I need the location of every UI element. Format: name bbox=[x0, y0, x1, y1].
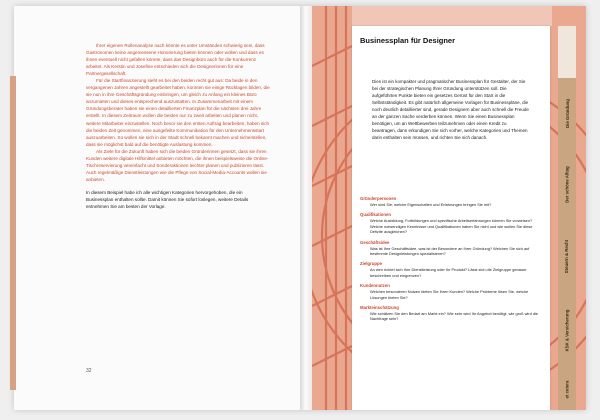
section-text: Wie schätzen Sie den Bedarf am Markt ein? Wie sehr wird Ihr Angebot benötigt, wie groß wird die Nachfrage sein? bbox=[370, 311, 539, 322]
tab-label: Der schöne Alltag bbox=[564, 165, 570, 203]
closing-paragraph: In diesem Beispiel habe ich alle wichtigen Kategorien hervorgehoben, die ein Businessplan enthalten sollte. Damit können Sie sofort loslegen, weitere Details entnehmen Sie am besten der Vorlage. bbox=[86, 189, 249, 210]
section-text: An wen richtet sich Ihre Dienstleistung oder Ihr Produkt? Lässt sich die Zielgruppe genauer beschreiben und eingrenzen? bbox=[370, 267, 527, 278]
tab-label: et cetera bbox=[564, 380, 570, 398]
section-text: Welche Ausbildung, Fortbildungen und spezifische Arbeitserfahrungen können Sie vorweisen? Welche notwendigen Kenntnisse und Qualifikationen haben Sie nicht und wie wollen Sie diese Defizite ausgleichen? bbox=[370, 218, 533, 235]
section-item bbox=[360, 240, 542, 257]
section-text: Welchen besonderen Nutzen bieten Sie Ihren Kunden? Welche Probleme lösen Sie, welche Lösungen bieten Sie? bbox=[370, 289, 529, 300]
left-page bbox=[14, 6, 300, 410]
intro-text: Dies ist ein kompakter und pragmatischer Businessplan für Gestalter, der Sie bei der strategischen Planung Ihrer Gründung unterstützen soll. Die aufgeführten Punkte bieten ein gesetzes Gerüst für den Start in die Selbstständigkeit. Es gibt natürlich allgemeine Vorlagen für Businesspläne, die noch deutlich detaillierter sind, gerade Designern aber auch schnell die Freude an der ganzen Sache verderben können. Wenn Sie einen Businessplan benötigen, um an Wettbewerben teilzunehmen oder einen Kredit zu beantragen, dann erkundigen Sie sich vorher, welche Kategorien und Themen darin enthalten sein müssen, und richten Sie sich danach. bbox=[372, 79, 529, 140]
section-title: Qualifikationen bbox=[360, 212, 392, 218]
tab-et-cetera[interactable] bbox=[558, 368, 576, 410]
section-item bbox=[360, 212, 542, 234]
right-page bbox=[312, 6, 586, 410]
tab-label: Steuern & Recht bbox=[564, 239, 570, 273]
book-spread bbox=[14, 6, 586, 410]
page-edge-marker bbox=[10, 76, 16, 390]
card-title: Businessplan für Designer bbox=[360, 36, 456, 45]
paragraph: Ihrer eigenen Rollenanalyse nach könnte es unter Umständen schwierig sein, dass Gastronomen keine angemessene Honorierung bieten können oder wollen und dass es ihnen eventuell nicht gefallen könnte, dass das Designbüro auch für die Konkurrenz arbeitet. Als Kerstin und Josefine entschieden sich die Designerinnen für eine Partnergesellschaft. bbox=[86, 43, 265, 77]
businessplan-card bbox=[352, 26, 550, 410]
tab-ksk-versicherung[interactable] bbox=[558, 292, 576, 369]
tab-der-schoene-alltag[interactable] bbox=[558, 148, 576, 221]
section-item bbox=[360, 261, 542, 278]
section-list bbox=[360, 196, 542, 327]
section-item bbox=[360, 283, 542, 300]
section-text: Wer sind Sie, welche Eigenschaften und Erfahrungen bringen Sie mit? bbox=[370, 202, 492, 207]
section-title: Geschäftsidee bbox=[360, 239, 390, 245]
section-text: Was ist Ihre Geschäftsidee, was ist der Besondere an Ihrer Gründung? Welchen Sie sich auf bestimmte Designleistungen spezialisieren? bbox=[370, 245, 530, 257]
section-title: Zielgruppe bbox=[360, 261, 382, 267]
tab-blank[interactable] bbox=[558, 26, 576, 79]
page-number: 32 bbox=[86, 368, 92, 374]
section-title: Gründerpersonen bbox=[360, 196, 397, 201]
tab-die-gruendung[interactable] bbox=[558, 78, 576, 149]
section-title: Markteinschätzung bbox=[360, 305, 399, 311]
tab-steuern-recht[interactable] bbox=[558, 220, 576, 293]
tab-label: Die Gründung bbox=[564, 98, 570, 128]
section-item bbox=[360, 305, 542, 322]
section-title: Kundennutzen bbox=[360, 283, 390, 289]
left-text-column bbox=[86, 42, 270, 210]
tab-label: KSK & Versicherung bbox=[564, 309, 570, 351]
paragraph: Für die Startfinanzierung sieht es bei den beiden recht gut aus: Da beide in den vergangenen Jahren angestellt gearbeitet haben, konnten sie einige Rücklagen bilden, die sie nun in ihre Geschäftsgründung einbringen, um gleich zu Anfang ein kleines Büro anzumieten und dieses entsprechend auszustatten. In Zusammenarbeit mit einem Gründungsberater haben sie einen detaillierten Finanzplan für die nächsten drei Jahre erstellt. In diesem Zeitraum wollen die beiden nur zu zweit arbeiten und planen nicht, weitere Mitarbeiter einzustellen. Noch bevor sie den ersten Auftrag bearbeiten, haben sich die beiden Zeit genommen, eine ausgefeilte Kommunikation für den Unternehmensstart auszuarbeiten. So wollen sie sich in der Stadt schnell bekannt machen und sicherstellen, dass sie möglichst bald auf die benötigte Auslastung kommen. bbox=[86, 78, 270, 147]
section-item bbox=[360, 196, 542, 207]
paragraph: Als Ziele für die Zukunft haben sich die beiden Gründerinnen gesetzt, dass sie ihren Kunden weitere digitale Hilfsmittel anbieten möchten, die ihnen beispielsweise die Online-Tischreservierung vereinfacht und Sonderaktionen leichter planen und publizieren lässt. Auch regelmäßige Dienstleistungen wie die Pflege von Social-Media-Accounts wollen sie anbieten. bbox=[86, 148, 269, 182]
